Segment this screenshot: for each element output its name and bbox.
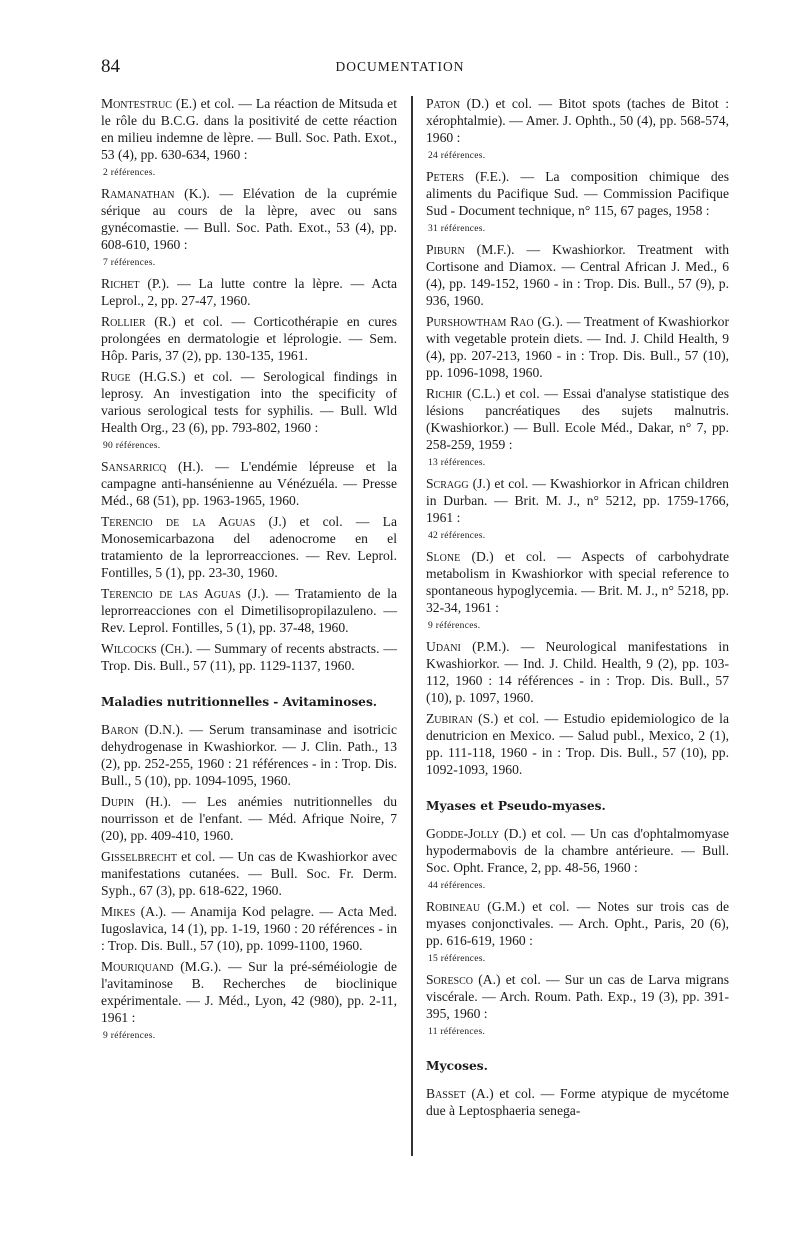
entry-references: 42 références.: [428, 531, 486, 541]
entry-author: Paton (D.): [426, 96, 489, 111]
entry-author: Slone (D.): [426, 549, 494, 564]
entry-references: 9 références.: [428, 621, 481, 631]
entry-text: . — Summary of recents abstracts. — Trop. Dis. Bull., 57 (11), pp. 1129-1137, 1960.: [101, 641, 397, 673]
entry-author: Robineau (G.M.): [426, 899, 526, 914]
bibliography-entry: [101, 313, 397, 364]
entry-text: et col. — Un cas de Kwashiorkor avec manifestations cutanées. — Bull. Soc. Fr. Derm. Syph., 67 (3), pp. 618-622, 1960.: [101, 849, 397, 898]
entry-text: . — Neurological manifestations in Kwashiorkor. — Ind. J. Child. Health, 9 (2), pp. 103-112, 1960 : 14 références - in : Trop. Dis. Bull., 57 (10), p. 1097, 1960.: [426, 639, 730, 705]
entry-text: . — Kwashiorkor. Treatment with Cortisone and Diamox. — Central African J. Med., 6 (4), pp. 149-152, 1960 - in : Trop. Dis. Bull., 57 (9), p. 936, 1960.: [426, 242, 730, 308]
entry-text: . — Tratamiento de la leprorreacciones con el Dimetilisopropilazuleno. — Rev. Leprol. Fontilles, 5 (1), pp. 37-48, 1960.: [101, 586, 397, 635]
entry-references: 15 références.: [428, 954, 486, 964]
entry-text: . — Anamija Kod pelagre. — Acta Med. Iugoslavica, 14 (1), pp. 1-19, 1960 : 20 références - in : Trop. Dis. Bull., 57 (10), pp. 1099-1100, 1960.: [101, 904, 397, 953]
entry-author: Piburn (M.F.): [426, 242, 512, 257]
entry-text: et col. — Serological findings in leprosy. An investigation into the specificity of various serological tests for syphilis. — Bull. Wld Health Org., 23 (6), pp. 793-802, 1960 :: [101, 369, 397, 435]
bibliography-entry: [101, 903, 397, 954]
bibliography-entry: [101, 793, 397, 844]
bibliography-entry: [101, 585, 397, 636]
bibliography-entry: [101, 95, 397, 163]
entry-author: Zubiran (S.): [426, 711, 499, 726]
bibliography-entry: [101, 721, 397, 789]
entry-references: 24 références.: [428, 151, 486, 161]
bibliography-entry: [426, 1085, 729, 1119]
bibliography-entry: [101, 848, 397, 899]
bibliography-entry: [426, 898, 729, 949]
page-header: [0, 56, 800, 80]
bibliography-entry: [426, 548, 729, 616]
entry-author: Ruge (H.G.S.): [101, 369, 186, 384]
bibliography-entry: [426, 825, 729, 876]
section-heading: Myases et Pseudo-myases.: [426, 799, 606, 813]
entry-author: Terencio de la Aguas (J.): [101, 514, 287, 529]
entry-text: et col. — Bitot spots (taches de Bitot : xérophtalmie). — Amer. J. Ophth., 50 (4), pp. 568-574, 1960 :: [426, 96, 729, 145]
entry-author: Montestruc (E.): [101, 96, 197, 111]
entry-author: Scragg (J.): [426, 476, 491, 491]
bibliography-entry: [426, 710, 729, 778]
entry-author: Richet (P.): [101, 276, 166, 291]
entry-author: Baron (D.N.): [101, 722, 180, 737]
entry-text: et col. — Sur un cas de Larva migrans viscérale. — Arch. Roum. Path. Exp., 19 (3), pp. 391-395, 1960 :: [426, 972, 729, 1021]
bibliography-entry: [101, 275, 397, 309]
entry-references: 31 références.: [428, 224, 486, 234]
entry-author: Peters (F.E.): [426, 169, 506, 184]
column-divider: [411, 96, 413, 1156]
page-number: 84: [101, 56, 120, 77]
entry-text: . — Serum transaminase and isotricic dehydrogenase in Kwashiorkor. — J. Clin. Path., 13 (2), pp. 252-255, 1960 : 21 références - in : Trop. Dis. Bull., 5 (10), pp. 1094-1095, 1960.: [101, 722, 397, 788]
entry-text: . — La lutte contre la lèpre. — Acta Leprol., 2, pp. 27-47, 1960.: [101, 276, 397, 308]
entry-author: Basset (A.): [426, 1086, 494, 1101]
entry-references: 11 références.: [428, 1027, 486, 1037]
bibliography-entry: [101, 513, 397, 581]
bibliography-entry: [101, 185, 397, 253]
entry-text: et col. — La réaction de Mitsuda et le rôle du B.C.G. dans la positivité de cette réaction en milieu indemne de lèpre. — Bull. Soc. Path. Exot., 53 (4), pp. 630-634, 1960 :: [101, 96, 397, 162]
entry-text: . — Elévation de la cuprémie sérique au cours de la lèpre, avec ou sans gynécomastie. — Bull. Soc. Path. Exot., 53 (4), pp. 608-610, 1960 :: [101, 186, 397, 252]
entry-author: Godde-Jolly (D.): [426, 826, 527, 841]
entry-references: 7 références.: [103, 258, 156, 268]
section-heading: Mycoses.: [426, 1059, 488, 1073]
entry-references: 90 références.: [103, 441, 161, 451]
bibliography-entry: [426, 475, 729, 526]
right-column: [426, 95, 729, 1123]
entry-references: 13 références.: [428, 458, 486, 468]
entry-text: . — Treatment of Kwashiorkor with vegetable protein diets. — Ind. J. Child Health, 9 (4), pp. 207-213, 1960 - in : Trop. Dis. Bull., 57 (10), pp. 1096-1098, 1960.: [426, 314, 729, 380]
entry-text: et col. — La Monosemicarbazona del adenocrome en el tratamiento de la leprorreacciones. — Rev. Leprol. Fontilles, 5 (1), pp. 23-30, 1960.: [101, 514, 397, 580]
bibliography-entry: [101, 640, 397, 674]
bibliography-entry: [426, 168, 729, 219]
entry-text: et col. — Forme atypique de mycétome due à Leptosphaeria senega-: [426, 1086, 729, 1118]
entry-author: Rollier (R.): [101, 314, 176, 329]
entry-text: et col. — Un cas d'ophtalmomyase hypodermabovis de la chambre antérieure. — Bull. Soc. Opht. France, 2, pp. 48-56, 1960 :: [426, 826, 730, 875]
section-heading: Maladies nutritionnelles - Avitaminoses.: [101, 695, 378, 709]
entry-references: 9 références.: [103, 1031, 156, 1041]
left-column: [101, 95, 397, 1048]
bibliography-entry: [426, 241, 729, 309]
entry-text: . — La composition chimique des aliments du Pacifique Sud. — Commission Pacifique Sud - Document technique, n° 115, 67 pages, 1958 :: [426, 169, 730, 218]
bibliography-entry: [101, 368, 397, 436]
entry-author: Terencio de las Aguas (J.): [101, 586, 266, 601]
entry-text: . — L'endémie lépreuse et la campagne anti-hansénienne au Vénézuéla. — Presse Méd., 68 (51), pp. 1963-1965, 1960.: [101, 459, 397, 508]
entry-author: Dupin (H.): [101, 794, 168, 809]
bibliography-entry: [426, 638, 729, 706]
entry-references: 2 références.: [103, 168, 156, 178]
entry-author: Purshowtham Rao (G.): [426, 314, 560, 329]
entry-text: et col. — Corticothérapie en cures prolongées en dermatologie et léprologie. — Sem. Hôp. Paris, 37 (2), pp. 130-135, 1961.: [101, 314, 397, 363]
entry-author: Wilcocks (Ch.): [101, 641, 190, 656]
entry-references: 44 références.: [428, 881, 486, 891]
entry-author: Soresco (A.): [426, 972, 501, 987]
running-title: DOCUMENTATION: [335, 59, 465, 74]
entry-author: Udani (P.M.): [426, 639, 507, 654]
bibliography-entry: [426, 95, 729, 146]
entry-text: . — Sur la pré-séméiologie de l'avitaminose B. Recherches de bioclinique expérimentale. — J. Méd., Lyon, 42 (980), pp. 2-11, 1961 :: [101, 959, 397, 1025]
entry-author: Mouriquand (M.G.): [101, 959, 218, 974]
entry-author: Ramanathan (K.): [101, 186, 207, 201]
entry-text: . — Les anémies nutritionnelles du nourrisson et de l'enfant. — Méd. Afrique Noire, 7 (20), pp. 409-410, 1960.: [101, 794, 397, 843]
bibliography-entry: [426, 313, 729, 381]
entry-text: et col. — Estudio epidemiologico de la denutricion en Mexico. — Salud publ., Mexico, 2 (1), pp. 111-118, 1960 - in : Trop. Dis. Bull., 57 (10), pp. 1092-1093, 1960.: [426, 711, 729, 777]
entry-text: et col. — Kwashiorkor in African children in Durban. — Brit. M. J., n° 5212, pp. 1759-1766, 1961 :: [426, 476, 729, 525]
bibliography-entry: [426, 385, 729, 453]
entry-text: et col. — Aspects of carbohydrate metabolism in Kwashiorkor with special reference to spontaneous hypoglycemia. — Brit. M. J., n° 5218, pp. 32-34, 1961 :: [426, 549, 729, 615]
entry-text: et col. — Essai d'analyse statistique des lésions pancréatiques des sujets malnutris. (Kwashiorkor.) — Bull. Ecole Méd., Dakar, n° 7, pp. 258-259, 1959 :: [426, 386, 729, 452]
entry-author: Mikes (A.): [101, 904, 163, 919]
bibliography-entry: [426, 971, 729, 1022]
entry-author: Richir (C.L.): [426, 386, 501, 401]
entry-author: Sansarricq (H.): [101, 459, 201, 474]
entry-author: Gisselbrecht: [101, 849, 177, 864]
bibliography-entry: [101, 458, 397, 509]
entry-text: et col. — Notes sur trois cas de myases conjonctivales. — Arch. Opht., Paris, 20 (6), pp. 616-619, 1960 :: [426, 899, 730, 948]
bibliography-entry: [101, 958, 397, 1026]
